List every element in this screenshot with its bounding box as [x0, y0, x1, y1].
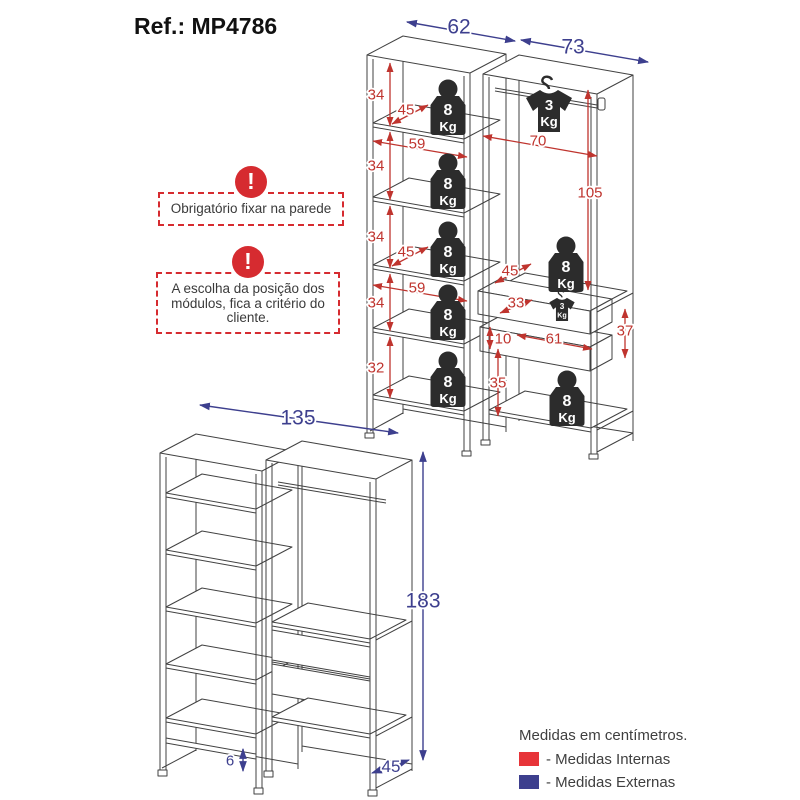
svg-text:Kg: Kg	[540, 114, 558, 129]
svg-text:8: 8	[443, 307, 453, 324]
dim-depth-1: 45	[397, 101, 415, 119]
dim-outer-width-right: 73	[561, 35, 585, 59]
svg-text:Kg: Kg	[439, 261, 457, 276]
exclamation-icon: !	[232, 246, 264, 278]
svg-text:Kg: Kg	[558, 410, 576, 425]
svg-text:8: 8	[443, 176, 453, 193]
dim-gap-1: 34	[367, 86, 385, 104]
exclamation-icon: !	[235, 166, 267, 198]
dim-gap-4: 34	[367, 294, 385, 312]
weight-8kg-icon	[431, 80, 466, 136]
dim-total-depth: 45	[381, 756, 401, 776]
weight-8kg-icon	[431, 352, 466, 408]
dim-drawer-depth: 33	[507, 294, 525, 312]
svg-text:3: 3	[544, 97, 554, 114]
warning-box-module-position	[156, 248, 340, 334]
dim-outer-width-left: 62	[447, 15, 471, 39]
svg-text:Kg: Kg	[557, 276, 575, 291]
legend-external-label: - Medidas Externas	[546, 773, 676, 791]
svg-text:8: 8	[562, 393, 572, 410]
svg-text:Kg: Kg	[557, 311, 567, 320]
weight-8kg-icon	[550, 371, 585, 427]
page-title: Ref.: MP4786	[134, 13, 278, 39]
dim-total-height: 183	[405, 589, 441, 613]
dim-gap-5: 32	[367, 359, 385, 377]
dim-drawer-zone-height: 37	[616, 322, 634, 340]
dim-gap-3: 34	[367, 228, 385, 246]
dim-bottom-gap: 35	[489, 374, 507, 392]
dim-inner-width-1: 59	[408, 135, 426, 153]
internal-measure-swatch	[519, 752, 539, 766]
dim-drawer-width: 61	[545, 330, 563, 348]
svg-text:Kg: Kg	[439, 193, 457, 208]
dim-foot-height: 6	[225, 752, 235, 770]
dim-drawer-gap: 10	[494, 330, 512, 348]
dim-hang-height: 105	[577, 184, 603, 202]
legend-external-row	[519, 774, 687, 790]
legend-internal-label: - Medidas Internas	[546, 750, 671, 768]
weight-8kg-icon	[431, 285, 466, 341]
svg-text:8: 8	[443, 244, 453, 261]
warning-box-fix-to-wall	[158, 168, 344, 226]
dim-depth-2: 45	[397, 243, 415, 261]
weight-8kg-icon	[431, 154, 466, 210]
dim-hang-width: 70	[529, 132, 547, 150]
external-measure-swatch	[519, 775, 539, 789]
dim-gap-2: 34	[367, 157, 385, 175]
svg-text:Kg: Kg	[439, 324, 457, 339]
weight-8kg-icon	[431, 222, 466, 278]
hinge-bracket	[598, 98, 605, 110]
legend-note: Medidas em centímetros.	[519, 727, 688, 744]
legend-internal-row	[519, 751, 687, 767]
top-diagram-drawing	[340, 2, 800, 467]
weight-8kg-icon	[549, 237, 584, 293]
svg-text:8: 8	[561, 259, 571, 276]
dim-shelf-depth: 45	[501, 262, 519, 280]
svg-text:3: 3	[559, 301, 565, 311]
svg-text:8: 8	[443, 374, 453, 391]
svg-text:Kg: Kg	[439, 119, 457, 134]
svg-text:Kg: Kg	[439, 391, 457, 406]
dim-total-width: 135	[280, 406, 316, 430]
dim-inner-width-2: 59	[408, 279, 426, 297]
warning-text: A escolha da posição dos módulos, fica a critério do cliente.	[171, 281, 325, 326]
bottom-diagram-drawing	[120, 400, 470, 800]
assembled-shelf-module	[158, 434, 298, 794]
legend	[519, 727, 687, 790]
warning-text: Obrigatório fixar na parede	[170, 200, 332, 216]
svg-text:8: 8	[443, 102, 453, 119]
assembled-wardrobe-module	[264, 441, 412, 796]
